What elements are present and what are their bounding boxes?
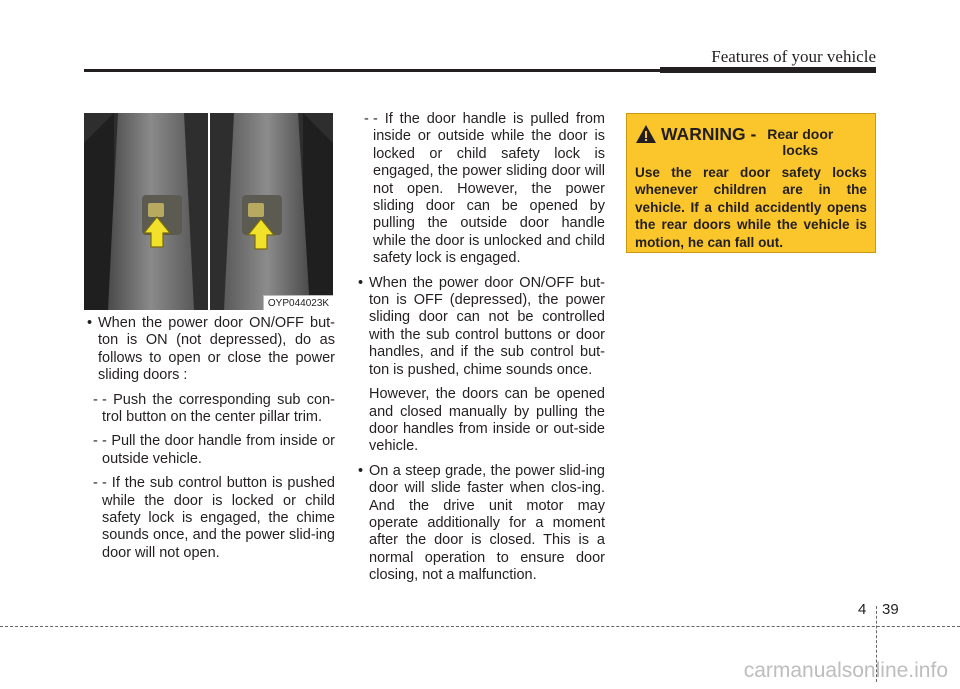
step-pull-handle: - - Pull the door handle from inside or outside vehicle. [84,433,335,468]
warning-box [626,113,876,253]
warning-header [635,124,867,158]
pillar-trim-illustration [84,113,333,310]
text-column-left [84,315,335,562]
header-rule-accent [660,67,876,73]
warning-body: Use the rear door safety locks whenever children are in the vehicle. If a child accidently opens the rear doors while the vehicle is motion, he can fall out. [635,165,867,250]
step-handle-locked: - - If the door handle is pulled from inside or outside while the door is locked or child safety lock is engaged, the power sliding door will not open. However, the power sliding door can be opened by pulling the outside door handle while the door is unlocked and child safety lock is engaged. [355,111,605,268]
warning-triangle-icon [635,124,657,144]
figure-code: OYP044023K [263,295,333,310]
section-title: Features of your vehicle [711,47,876,66]
warning-title: WARNING - [661,124,757,144]
text-column-middle [355,111,605,585]
bullet-power-door-off: • When the power door ON/OFF but-ton is OFF (depressed), the power sliding door can not be controlled with the sub control buttons or door handles, and if the sub control but-ton is pushed, chime sounds once. [355,275,605,379]
door-switch-photo [84,113,333,310]
bullet-power-door-on: • When the power door ON/OFF but-ton is ON (not depressed), do as follows to open or close the power sliding doors : [84,315,335,385]
chapter-number: 4 [858,601,867,618]
warning-subtitle: Rear door locks [767,126,834,158]
step-locked-chime: - - If the sub control button is pushed while the door is locked or child safety lock is engaged, the chime sounds once, and the power slid-ing door will not open. [84,475,335,562]
manual-operation-note: However, the doors can be opened and closed manually by pulling the door handles from inside or out-side vehicle. [369,386,605,455]
watermark: carmanualsonline.info [743,659,948,682]
bullet-steep-grade: • On a steep grade, the power slid-ing door will slide faster when clos-ing. And the drive unit motor may operate additionally for a moment after the door is closed. This is a normal operation to ensure door closing, not a malfunction. [355,463,605,585]
page-number: 39 [882,601,899,618]
step-push-sub-control: - - Push the corresponding sub con-trol button on the center pillar trim. [84,392,335,427]
footer-rule [0,626,960,627]
